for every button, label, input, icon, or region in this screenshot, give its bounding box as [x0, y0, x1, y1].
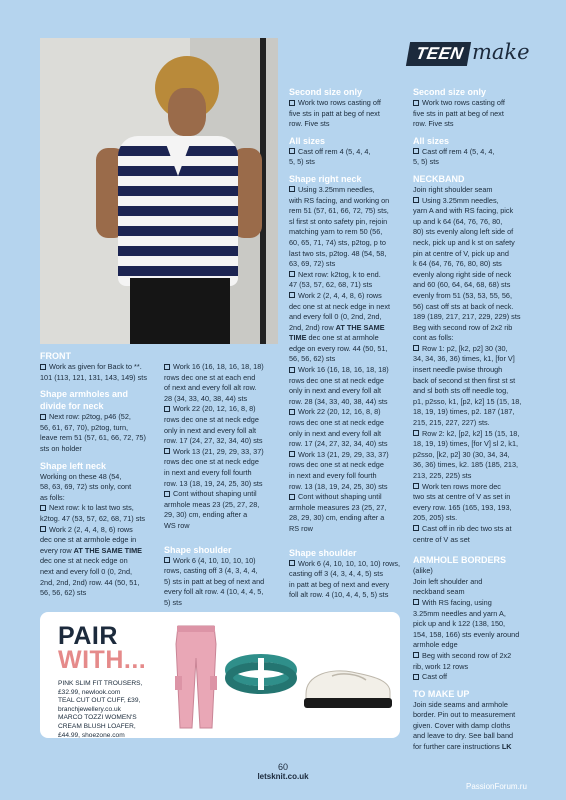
checkbox-icon — [164, 557, 170, 563]
left-neck-heading: Shape left neck — [40, 460, 107, 471]
text-line — [413, 98, 539, 109]
text-line: rows dec one st at neck edge — [289, 460, 384, 470]
checkbox-icon — [413, 599, 419, 605]
pair-product-list — [58, 680, 170, 740]
text-line — [289, 333, 409, 344]
text-line: armhole meas 23 (25, 27, 28, — [164, 499, 260, 509]
checkbox-icon — [289, 148, 295, 154]
text-line: WS row — [164, 520, 190, 530]
text-line: cont as folls: — [413, 333, 454, 343]
front-step — [40, 362, 160, 373]
front-heading: FRONT — [40, 351, 71, 361]
signoff-text: LK — [501, 742, 512, 752]
text-line: last two sts, p2tog. 48 (54, 58, — [289, 248, 387, 258]
text-line: up and k 64 (64, 76, 76, 80, — [413, 216, 503, 226]
text-line: p1, p2sso, k1, [p2, k2] 15 (15, 18, — [413, 396, 522, 406]
text-span: Work 16 (16, 18, 16, 18, 18) — [173, 362, 264, 371]
text-line — [289, 492, 409, 503]
text-line: five sts in patt at beg of next — [289, 108, 380, 118]
text-line: 5, 5) sts — [413, 157, 439, 167]
product-line: branchjewellery.co.uk — [58, 705, 121, 713]
text-line: only in next and every foll alt — [289, 386, 382, 396]
text-line: 56, 56, 62) sts — [40, 588, 87, 598]
column-3 — [289, 86, 409, 601]
text-line: 189 (189, 217, 217, 229, 229) sts — [413, 312, 521, 322]
text-line — [413, 672, 539, 683]
armholes-heading — [40, 388, 160, 412]
text-line: and leave to dry. See ball band — [413, 731, 514, 741]
text-line: rows dec one st at each end — [164, 372, 256, 382]
text-line: k2tog. 47 (53, 57, 62, 68, 71) sts — [40, 513, 146, 523]
text-line: 80) sts evenly along left side of — [413, 227, 514, 237]
column-1 — [40, 350, 160, 599]
text-line — [164, 556, 284, 567]
shape-shoulder-heading-2: Shape shoulder — [289, 547, 357, 558]
checkbox-icon — [413, 345, 419, 351]
text-span: Work two rows casting off — [422, 98, 505, 107]
checkbox-icon — [289, 271, 295, 277]
text-line: p2sso, [k2, p2] 30 (30, 34, 34, — [413, 449, 510, 459]
text-line: 36, 36) times, k2. 185 (185, 213, — [413, 460, 519, 470]
text-line: rows dec one st at neck edge — [289, 418, 384, 428]
text-line: 34, 34, 36, 36) times, k1, [for V] — [413, 354, 515, 364]
text-span: for further care instructions — [413, 742, 500, 752]
text-line: with RS facing, and working on — [289, 195, 390, 205]
text-line: in next and every foll fourth — [164, 467, 252, 477]
text-line: every row. 165 (165, 193, 193, — [413, 502, 512, 512]
text-line: rows dec one st at neck edge — [164, 457, 259, 467]
with-title: WITH... — [58, 646, 147, 674]
text-line: dec one st at armhole edge in — [40, 535, 137, 545]
checkbox-icon — [164, 491, 170, 497]
column-2 — [164, 362, 284, 608]
text-line: and every foll 0 (0, 2nd, 2nd, — [289, 312, 382, 322]
logo-make: make — [472, 40, 530, 64]
text-line: row. Five sts — [413, 119, 454, 129]
checkbox-icon — [289, 367, 295, 373]
column-4 — [413, 86, 539, 753]
text-line: foll alt row. 4 (10, 4, 4, 5, 5) sts — [289, 590, 389, 600]
neckband-heading: NECKBAND — [413, 173, 465, 184]
text-span: Work 2 (2, 4, 4, 8, 6) rows — [298, 290, 382, 300]
text-line: sts on holder — [40, 443, 82, 453]
text-line: pin at centre of V, pick up and — [413, 248, 509, 258]
text-line: 5, 5) sts — [289, 157, 315, 167]
checkbox-icon — [413, 525, 419, 531]
text-line: 215, 215, 227, 227) sts. — [413, 418, 490, 428]
cream-loafer-image — [302, 654, 394, 714]
text-span: dec one st at armhole — [308, 333, 379, 343]
text-line: 101 (113, 121, 131, 143, 149) sts — [40, 372, 147, 382]
emphasis-text: AT THE SAME — [335, 322, 385, 332]
text-span: Cont without shaping until — [173, 489, 257, 499]
model-trousers — [130, 278, 230, 344]
text-span: 2nd, 2nd) row — [289, 322, 334, 332]
checkbox-icon — [289, 494, 295, 500]
checkbox-icon — [413, 148, 419, 154]
text-line: two sts at centre of V as set in — [413, 492, 511, 502]
text-line: back of second st then first st st — [413, 375, 516, 385]
text-span: Row 2: k2, [p2, k2] 15 (15, 18, — [422, 428, 520, 438]
text-line — [413, 196, 539, 207]
text-line: rows, casting off 3 (4, 3, 4, 4, — [164, 566, 258, 576]
text-line — [40, 546, 160, 557]
text-line — [40, 525, 160, 536]
text-line: 3.25mm needles and yarn A, — [413, 608, 506, 618]
text-span: With RS facing, using — [422, 597, 492, 607]
text-line — [413, 742, 539, 753]
text-span: Using 3.25mm needles, — [422, 195, 499, 205]
text-line — [164, 362, 284, 373]
text-line: 18, 19, 19) times, p2. 187 (187, — [413, 407, 515, 417]
text-line — [164, 447, 284, 458]
text-line: rib, work 12 rows — [413, 661, 469, 671]
text-line — [413, 524, 539, 535]
text-span: Work 16 (16, 18, 16, 18, 18) — [298, 365, 389, 375]
text-line — [413, 147, 539, 158]
text-line — [413, 598, 539, 609]
text-line — [289, 323, 409, 334]
checkbox-icon — [413, 197, 419, 203]
text-span: Work 6 (4, 10, 10, 10, 10) rows, — [298, 558, 401, 568]
model-face — [168, 88, 206, 136]
checkbox-icon — [413, 674, 419, 680]
text-line — [289, 559, 409, 570]
text-line: insert needle pwise through — [413, 365, 503, 375]
text-span: Work 22 (20, 12, 16, 8, 8) — [173, 404, 256, 414]
model-photo — [40, 38, 278, 344]
text-line: row. 28 (34, 33, 40, 38, 44) sts — [289, 396, 388, 406]
text-line — [413, 651, 539, 662]
text-line: evenly along right side of neck — [413, 269, 512, 279]
text-line: casting off 3 (4, 3, 4, 4, 5) sts — [289, 569, 383, 579]
text-line: 18, 19, 19) times, [for V] sl 2, k1, — [413, 439, 519, 449]
text-line: next and every foll 0 (0, 2nd, — [40, 566, 133, 576]
text-span: Next row: k2tog, k to end. — [298, 269, 381, 279]
product-line: £32.99, newlook.com — [58, 688, 121, 696]
product-line: TEAL CUT OUT CUFF, £39, — [58, 697, 141, 705]
pink-trousers-image — [172, 624, 220, 730]
checkbox-icon — [289, 292, 295, 298]
text-line: 205, 205) sts. — [413, 513, 458, 523]
text-line: neckband seam — [413, 587, 465, 597]
text-line: armhole measures 23 (25, 27, — [289, 502, 387, 512]
text-line: only in next and every foll alt — [289, 428, 382, 438]
text-line: edge on every row. 44 (50, 51, — [289, 343, 388, 353]
heading-line: divide for neck — [40, 401, 104, 412]
text-line: as folls: — [40, 492, 65, 502]
text-line: row. 13 (18, 19, 24, 25, 30) sts — [289, 481, 388, 491]
text-line: 47 (53, 57, 62, 68, 71) sts — [289, 280, 373, 290]
text-line — [164, 404, 284, 415]
text-line: in patt at beg of next and every — [289, 579, 390, 589]
shape-shoulder-heading: Shape shoulder — [164, 544, 232, 555]
text-line: Working on these 48 (54, — [40, 471, 122, 481]
text-span: Cast off rem 4 (5, 4, 4, — [298, 146, 371, 156]
checkbox-icon — [289, 409, 295, 415]
text-line: 60, 65, 71, 74) sts, p2tog, p to — [289, 237, 386, 247]
text-line: 56) cast off sts at back of neck. — [413, 301, 514, 311]
emphasis-text: TIME — [289, 333, 307, 343]
text-span: Work ten rows more dec — [422, 481, 501, 491]
text-line: 56, 56, 62) sts — [289, 354, 336, 364]
checkbox-icon — [40, 414, 46, 420]
text-line: leave rem 51 (57, 61, 66, 72, 75) — [40, 433, 146, 443]
teal-cuff-image — [224, 650, 298, 696]
checkbox-icon — [413, 430, 419, 436]
text-line: 5) sts — [164, 597, 182, 607]
checkbox-icon — [289, 451, 295, 457]
checkbox-icon — [413, 100, 419, 106]
text-line: Work as given for Back to **. — [49, 362, 142, 371]
text-line: RS row — [289, 523, 313, 533]
text-line: Beg with second row of 2x2 rib — [413, 322, 513, 332]
text-line — [289, 270, 409, 281]
text-span: Work 22 (20, 12, 16, 8, 8) — [298, 407, 381, 417]
text-line: centre of V as set — [413, 534, 470, 544]
checkbox-icon — [164, 448, 170, 454]
checkbox-icon — [413, 652, 419, 658]
checkbox-icon — [40, 526, 46, 532]
text-line: pick up and k 122 (138, 150, — [413, 619, 506, 629]
text-line: given. Cover with damp cloths — [413, 720, 511, 730]
product-line: CREAM BLUSH LOAFER, — [58, 722, 136, 730]
text-line: border. Pin out to measurement — [413, 710, 516, 720]
emphasis-text: AT THE SAME TIME — [73, 545, 143, 555]
text-line — [289, 291, 409, 302]
text-span: Cast off — [422, 672, 448, 682]
text-line: and 60 (60, 64, 64, 68, 68) sts — [413, 280, 511, 290]
text-line: row. 13 (18, 19, 24, 25, 30) sts — [164, 478, 263, 488]
text-line: and sl both sts off needle tog, — [413, 386, 509, 396]
all-sizes-heading: All sizes — [289, 135, 326, 146]
checkbox-icon — [164, 364, 170, 370]
text-span: Next row: p2tog, p46 (52, — [49, 412, 131, 422]
text-line: matching yarn to rem 50 (56, — [289, 227, 383, 237]
second-size-heading: Second size only — [289, 87, 363, 97]
text-line: 58, 63, 69, 72) sts only, cont — [40, 482, 132, 492]
checkbox-icon — [40, 364, 46, 370]
text-line: of next and every foll alt row. — [164, 383, 257, 393]
site-url: letsknit.co.uk — [257, 772, 309, 781]
checkbox-icon — [289, 100, 295, 106]
text-span: Cast off rem 4 (5, 4, 4, — [422, 146, 495, 156]
pair-with-panel — [40, 612, 400, 738]
text-span: Beg with second row of 2x2 — [422, 650, 512, 660]
text-line: 5) sts in patt at beg of next and — [164, 576, 265, 586]
text-line: 154, 158, 166) sts evenly around — [413, 629, 520, 639]
checkbox-icon — [40, 505, 46, 511]
text-line: neck, pick up and k st on safety — [413, 237, 515, 247]
text-span: Next row: k to last two sts, — [49, 503, 134, 513]
product-line: £44.99, shoezone.com — [58, 731, 125, 739]
text-line: 63, 69, 72) sts — [289, 259, 336, 269]
checkbox-icon — [413, 483, 419, 489]
text-span: Cast off in rib dec two sts at — [422, 523, 512, 533]
text-span: Work two rows casting off — [298, 98, 381, 107]
text-line — [289, 98, 409, 109]
text-span: every row — [40, 545, 72, 555]
text-span: Work 2 (2, 4, 4, 8, 6) rows — [49, 524, 133, 534]
product-line: PINK SLIM FIT TROUSERS, — [58, 680, 143, 687]
text-line: Join right shoulder seam — [413, 184, 493, 194]
text-line: row. 17 (24, 27, 32, 34, 40) sts — [164, 436, 263, 446]
text-span: Using 3.25mm needles, — [298, 184, 375, 194]
text-span: Cont without shaping until — [298, 492, 382, 502]
logo-teen: TEEN — [406, 42, 472, 66]
text-line: only in next and every foll alt — [164, 425, 257, 435]
text-line: dec one st at neck edge on — [40, 556, 128, 566]
text-line: every foll alt row. 4 (10, 4, 4, 5, — [164, 587, 264, 597]
checkbox-icon — [289, 186, 295, 192]
heading-line: Shape armholes and — [40, 389, 129, 400]
text-line — [413, 482, 539, 493]
text-line — [289, 450, 409, 461]
text-span: Row 1: p2, [k2, p2] 30 (30, — [422, 343, 508, 353]
text-line: in next and every foll fourth — [289, 471, 377, 480]
text-line — [40, 503, 160, 514]
text-line: 2nd, 2nd, 2nd) row. 44 (50, 51, — [40, 577, 140, 587]
text-line: row. 17 (24, 27, 32, 34, 40) sts — [289, 439, 388, 449]
checkbox-icon — [164, 406, 170, 412]
all-sizes-heading-2: All sizes — [413, 135, 450, 146]
text-line: evenly from 51 (53, 53, 55, 56, — [413, 290, 512, 300]
to-make-up-heading: TO MAKE UP — [413, 688, 470, 699]
page-number: 60 — [277, 762, 288, 772]
text-line — [289, 407, 409, 418]
text-line: armhole edge — [413, 640, 458, 650]
second-size-heading-2: Second size only — [413, 87, 487, 97]
text-line: rows dec one st at neck edge — [164, 414, 259, 424]
pair-title: PAIR — [58, 622, 118, 650]
text-line: rows dec one st at neck edge — [289, 375, 384, 385]
text-span: Work 13 (21, 29, 29, 33, 37) — [298, 449, 389, 459]
text-span: Work 13 (21, 29, 29, 33, 37) — [173, 446, 264, 456]
checkbox-icon — [289, 560, 295, 566]
text-line: (alike) — [413, 566, 433, 576]
text-line: k 64 (64, 76, 76, 80, 80) sts — [413, 259, 502, 269]
text-line — [413, 429, 539, 440]
text-line: Join left shoulder and — [413, 576, 483, 586]
text-line: 29, 30) cm, ending after a — [164, 510, 248, 520]
text-line: rem 51 (57, 61, 66, 72, 75) sts, — [289, 206, 389, 216]
text-line — [289, 147, 409, 158]
text-line — [164, 489, 284, 500]
text-line: 56, 61, 67, 70), p2tog, turn, — [40, 422, 129, 432]
text-line — [289, 365, 409, 376]
product-line: MARCO TOZZI WOMEN'S — [58, 714, 137, 722]
text-line — [40, 412, 160, 423]
text-line — [413, 344, 539, 355]
text-line: row. Five sts — [289, 119, 330, 129]
text-line: yarn A and with RS facing, pick — [413, 206, 514, 216]
text-line: Join side seams and armhole — [413, 699, 508, 709]
text-line: sl first st onto safety pin, rejoin — [289, 216, 388, 226]
right-neck-heading: Shape right neck — [289, 173, 362, 184]
armhole-borders-heading: ARMHOLE BORDERS — [413, 555, 507, 566]
text-line: dec one st at neck edge in next — [289, 301, 391, 311]
text-line: 213, 225, 225) sts — [413, 471, 472, 480]
teen-make-logo — [408, 40, 528, 70]
text-span: Work 6 (4, 10, 10, 10, 10) — [173, 555, 256, 565]
text-line: five sts in patt at beg of next — [413, 108, 504, 118]
text-line — [289, 185, 409, 196]
text-line: 28 (34, 33, 40, 38, 44) sts — [164, 393, 248, 403]
watermark: PassionForum.ru — [466, 782, 527, 791]
text-line: 28, 29, 30) cm, ending after a — [289, 513, 385, 523]
